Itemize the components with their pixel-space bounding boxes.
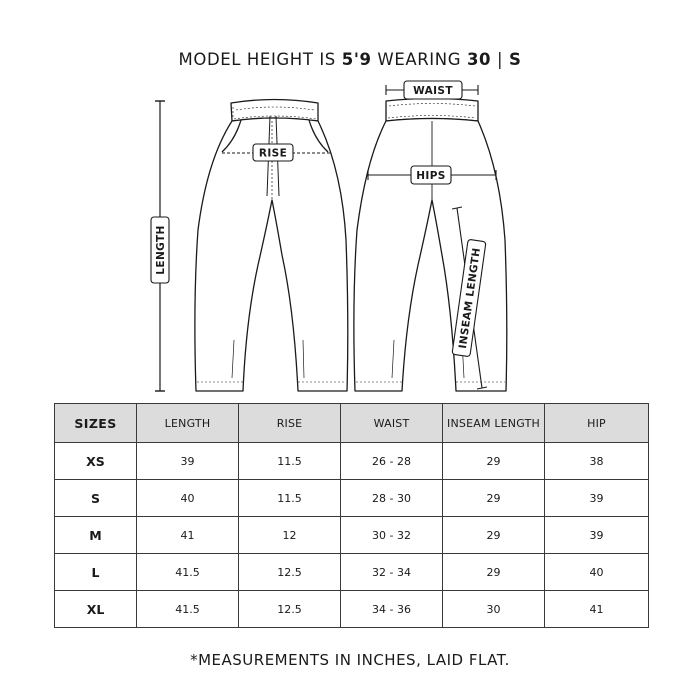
length-cell: 40 bbox=[137, 480, 239, 517]
waist-cell: 34 - 36 bbox=[341, 591, 443, 628]
measurement-footnote: *MEASUREMENTS IN INCHES, LAID FLAT. bbox=[190, 651, 510, 669]
inseam-cell: 30 bbox=[443, 591, 545, 628]
model-size: S bbox=[508, 50, 522, 69]
column-header-length: LENGTH bbox=[137, 404, 239, 443]
column-header-sizes: SIZES bbox=[55, 404, 137, 443]
rise-cell: 12.5 bbox=[239, 554, 341, 591]
pants-front-view bbox=[195, 100, 348, 392]
length-cell: 41.5 bbox=[137, 554, 239, 591]
inseam-cell: 29 bbox=[443, 554, 545, 591]
inseam-cell: 29 bbox=[443, 480, 545, 517]
hip-cell: 38 bbox=[545, 443, 649, 480]
heading-separator: | bbox=[491, 50, 509, 69]
svg-text:WAIST: WAIST bbox=[413, 85, 453, 97]
svg-text:INSEAM LENGTH: INSEAM LENGTH bbox=[456, 246, 484, 350]
size-cell: M bbox=[55, 517, 137, 554]
waist-cell: 26 - 28 bbox=[341, 443, 443, 480]
hip-cell: 39 bbox=[545, 480, 649, 517]
hip-cell: 40 bbox=[545, 554, 649, 591]
column-header-inseam-length: INSEAM LENGTH bbox=[443, 404, 545, 443]
heading-prefix: MODEL HEIGHT IS bbox=[178, 50, 342, 69]
column-header-rise: RISE bbox=[239, 404, 341, 443]
hip-cell: 41 bbox=[545, 591, 649, 628]
model-waist-size: 30 bbox=[466, 50, 492, 69]
rise-cell: 12.5 bbox=[239, 591, 341, 628]
rise-cell: 11.5 bbox=[239, 443, 341, 480]
table-row bbox=[55, 517, 649, 554]
waist-cell: 30 - 32 bbox=[341, 517, 443, 554]
table-row bbox=[55, 554, 649, 591]
waist-label bbox=[404, 81, 462, 99]
svg-text:RISE: RISE bbox=[258, 147, 288, 160]
inseam-cell: 29 bbox=[443, 517, 545, 554]
rise-cell: 11.5 bbox=[239, 480, 341, 517]
length-cell: 39 bbox=[137, 443, 239, 480]
svg-text:LENGTH: LENGTH bbox=[155, 225, 167, 275]
model-height: 5'9 bbox=[341, 50, 372, 69]
heading-middle: WEARING bbox=[371, 50, 467, 69]
rise-label bbox=[253, 144, 293, 161]
table-row bbox=[55, 480, 649, 517]
length-cell: 41.5 bbox=[137, 591, 239, 628]
size-cell: XL bbox=[55, 591, 137, 628]
size-cell: L bbox=[55, 554, 137, 591]
size-cell: XS bbox=[55, 443, 137, 480]
waist-cell: 32 - 34 bbox=[341, 554, 443, 591]
table-header-row bbox=[55, 404, 649, 443]
inseam-cell: 29 bbox=[443, 443, 545, 480]
svg-text:HIPS: HIPS bbox=[416, 170, 446, 182]
size-chart-table bbox=[54, 403, 649, 628]
table-row bbox=[55, 443, 649, 480]
table-row bbox=[55, 591, 649, 628]
column-header-hip: HIP bbox=[545, 404, 649, 443]
hip-cell: 39 bbox=[545, 517, 649, 554]
size-cell: S bbox=[55, 480, 137, 517]
length-cell: 41 bbox=[137, 517, 239, 554]
rise-cell: 12 bbox=[239, 517, 341, 554]
length-label bbox=[151, 217, 169, 283]
waist-cell: 28 - 30 bbox=[341, 480, 443, 517]
hips-label bbox=[411, 166, 451, 184]
column-header-waist: WAIST bbox=[341, 404, 443, 443]
